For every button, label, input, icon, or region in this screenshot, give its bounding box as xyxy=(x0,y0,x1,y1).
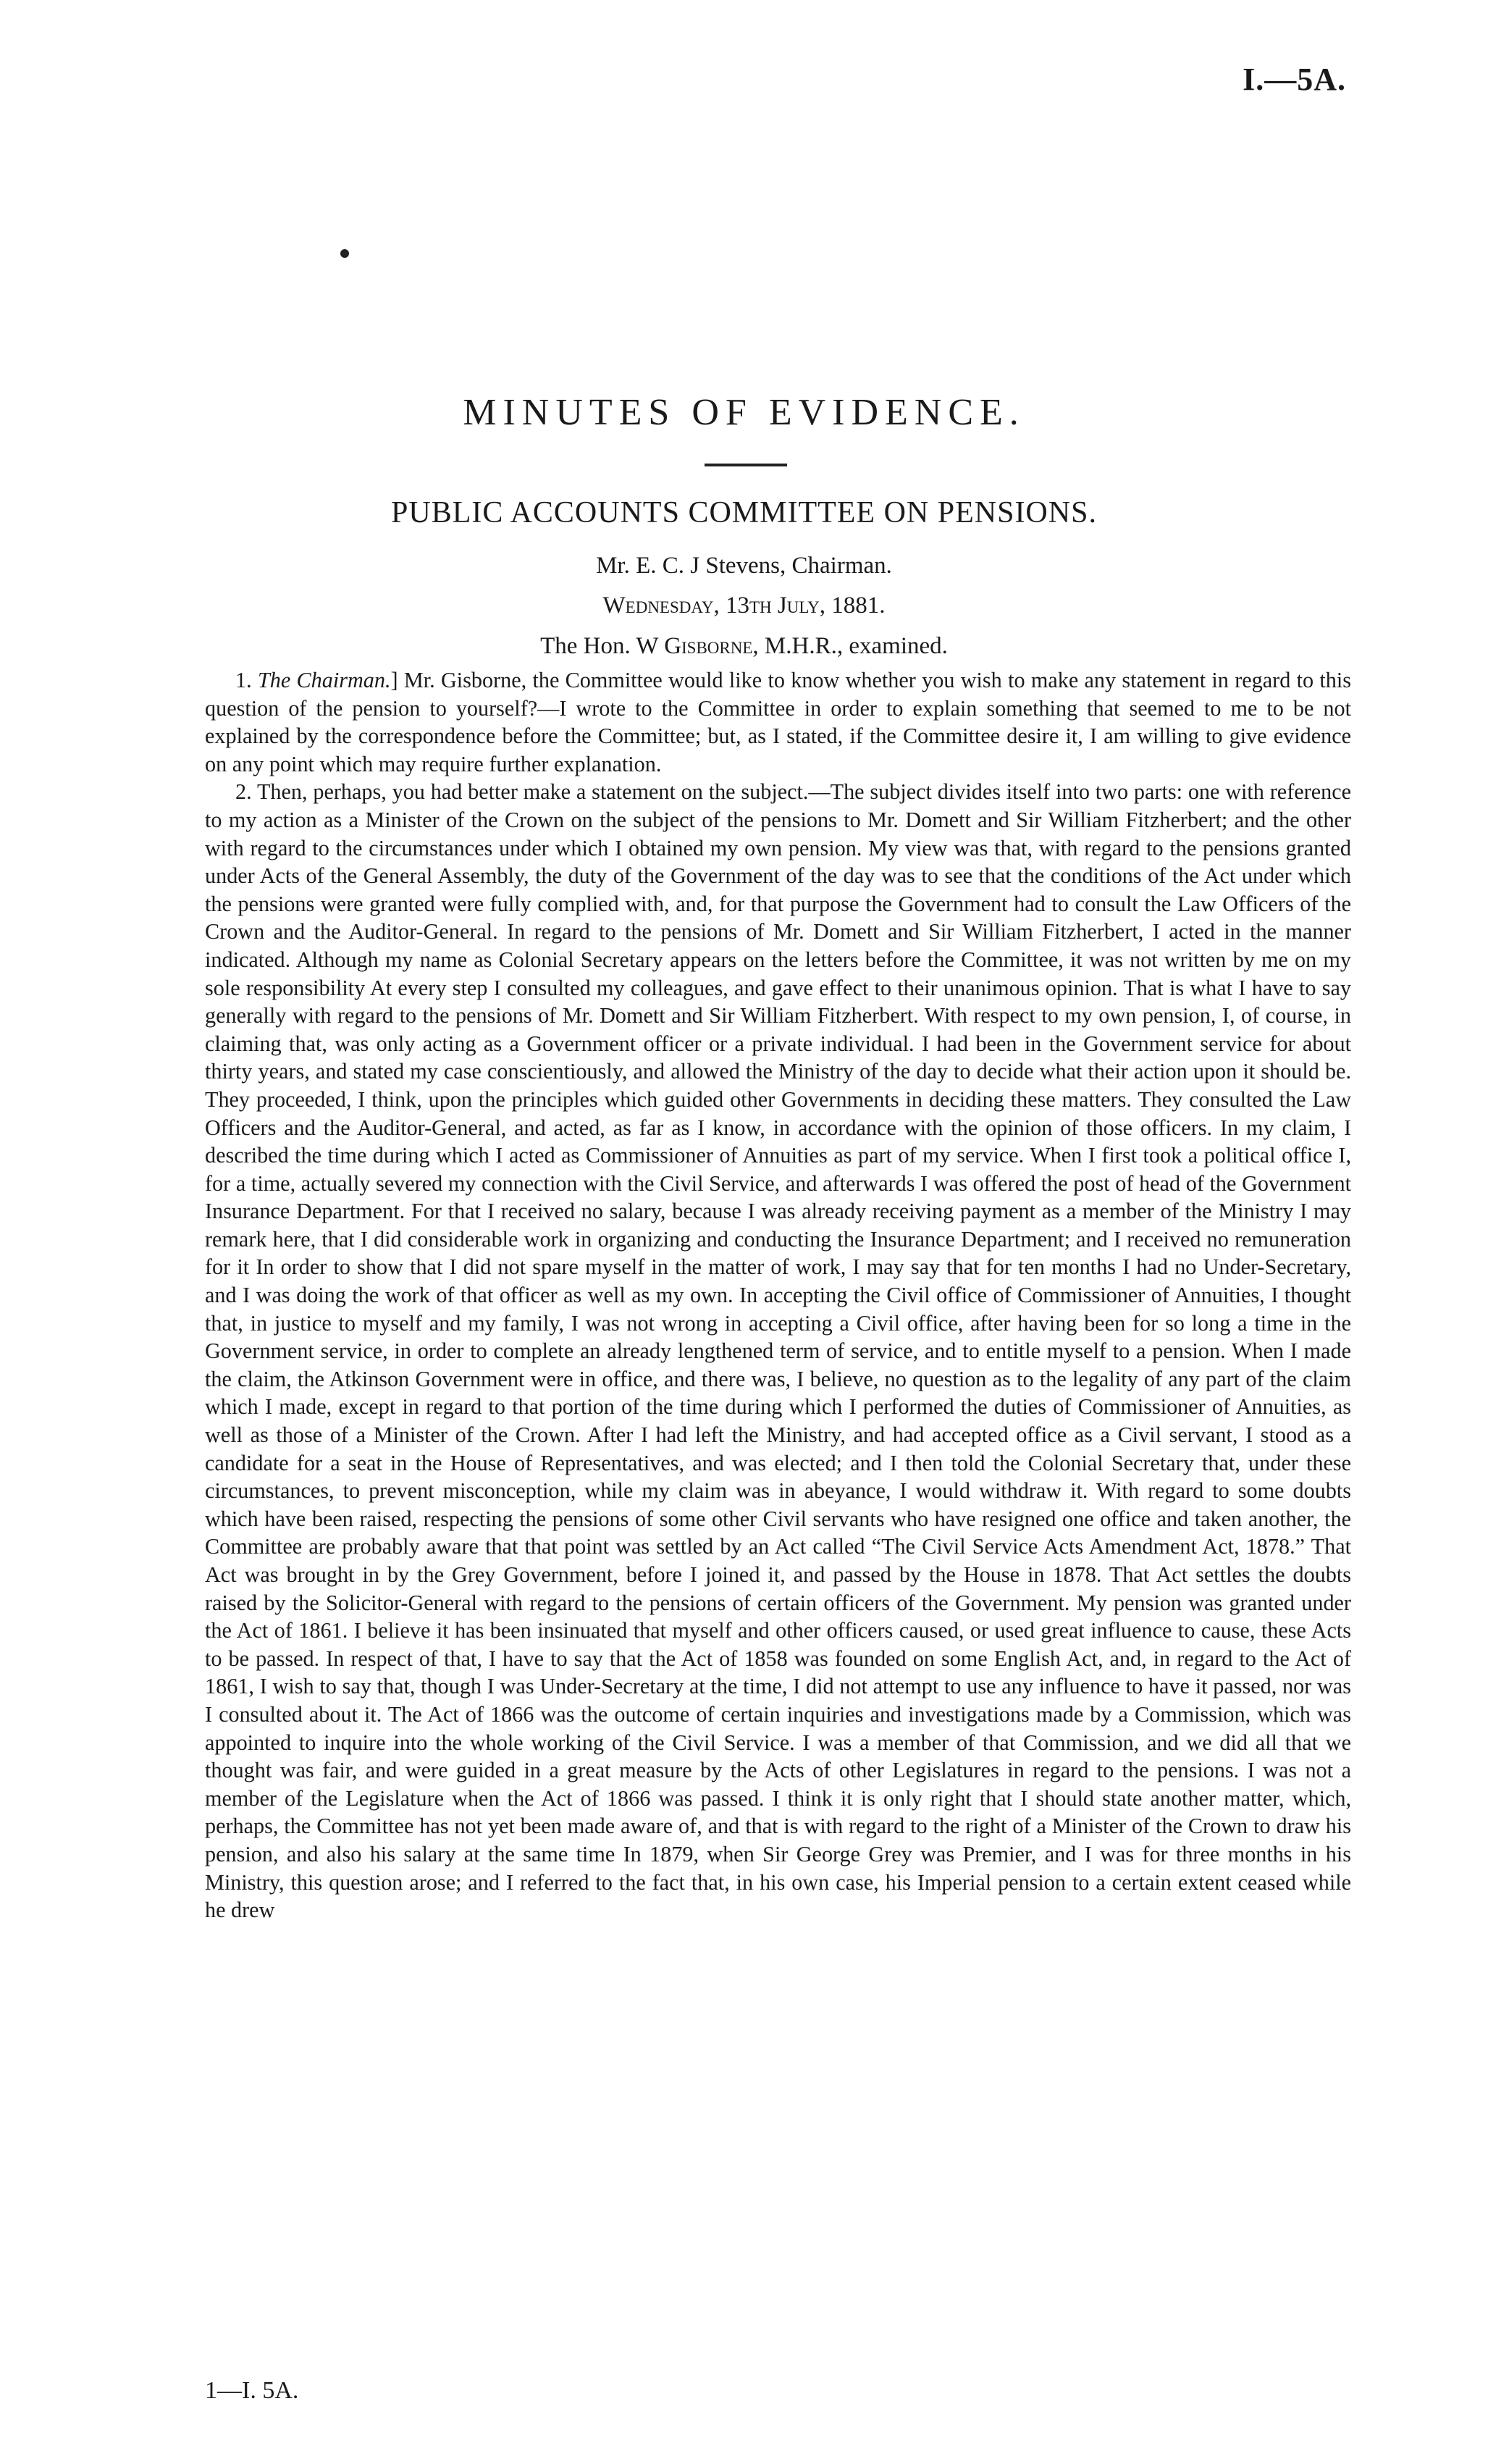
witness-suffix: , M.H.R., examined. xyxy=(752,633,948,659)
witness-name: Gisborne xyxy=(664,633,753,659)
title-divider xyxy=(705,464,787,466)
question-number: 1. xyxy=(235,668,252,692)
question-number: 2. xyxy=(235,779,252,805)
question-paragraph xyxy=(205,778,1351,1924)
print-mark xyxy=(340,249,349,258)
speaker-name: The Chairman. xyxy=(257,668,391,692)
chairman-line: Mr. E. C. J Stevens, Chairman. xyxy=(596,553,892,579)
page-footer: 1—I. 5A. xyxy=(205,2377,299,2404)
question-text: Then, perhaps, you had better make a statement on the subject.—The subject divides itself into two parts: one with reference to my action as a Minister of the Crown on the subject of the pensions to Mr. Domett and Sir William Fitzherbert; and the other with regard to the circumstances under which I obtained my own pension. My view was that, with regard to the pensions granted under Acts of the General Assembly, the duty of the Government of the day was to see that the conditions of the Act under which the pensions were granted were fully complied with, and, for that purpose the Government had to consult the Law Officers of the Crown and the Auditor-General. In regard to the pensions of Mr. Domett and Sir William Fitzherbert, I acted in the manner indicated. Although my name as Colonial Secretary appears on the letters before the Committee, it was not written by me on my sole responsibility At every step I consulted my colleagues, and gave effect to their unanimous opinion. That is what I have to say generally with regard to the pensions of Mr. Domett and Sir William Fitzherbert. With respect to my own pension, I, of course, in claiming that, was only acting as a Government officer or a private individual. I had been in the Government service for about thirty years, and stated my case conscientiously, and allowed the Ministry of the day to decide what their action upon it should be. They proceeded, I think, upon the principles which guided other Governments in deciding these matters. They consulted the Law Officers and the Auditor-General, and acted, as far as I know, in accordance with the opinion of those officers. In my claim, I described the time during which I acted as Commissioner of Annuities as part of my service. When I first took a political office I, for a time, actually severed my connection with the Civil Service, and afterwards I was offered the post of head of the Government Insurance Department. For that I received no salary, because I was already receiving payment as a member of the Ministry I may remark here, that I did considerable work in organizing and conducting the Insurance Department; and I received no remuneration for it In order to show that I did not spare myself in the matter of work, I may say that for ten months I had no Under-Secretary, and I was doing the work of that officer as well as my own. In accepting the Civil office of Commissioner of Annuities, I thought that, in justice to myself and my family, I was not wrong in accepting a Civil office, after having been for so long a time in the Government service, in order to complete an already lengthened term of service, and to entitle myself to a pension. When I made the claim, the Atkinson Government were in office, and there was, I believe, no question as to the legality of any part of the claim which I made, except in regard to that portion of the time during which I performed the duties of Commissioner of Annuities, as well as those of a Minister of the Crown. After I had left the Ministry, and had accepted office as a Civil servant, I stood as a candidate for a seat in the House of Representatives, and was elected; and I then told the Colonial Secretary that, under these circumstances, to prevent misconception, while my claim was in abeyance, I would withdraw it. With regard to some doubts which have been raised, respecting the pensions of some other Civil servants who have resigned one office and taken another, the Committee are probably aware that that point was settled by an Act called “The Civil Service Acts Amendment Act, 1878.” That Act was brought in by the Grey Government, before I joined it, and passed by the House in 1878. That Act settles the doubts raised by the Solicitor-General with regard to the pensions of certain officers of the Government. My pension was granted under the Act of 1861. I believe it has been insinuated that myself and other officers caused, or used great influence to cause, these Acts to be passed. In respect of that, I have to say that the Act of 1858 was founded on some English Act, and, in regard to the Act of 1861, I wish to say that, though I was Under-Secretary at the time, I did not attempt to use any influence to have it passed, nor was I consulted about it. The Act of 1866 was the outcome of certain inquiries and investigations made by a Commission, which was appointed to inquire into the whole working of the Civil Service. I was a member of that Commission, and we did all that we thought was fair, and were guided in a great measure by the Acts of other Legislatures in regard to the pensions. I was not a member of the Legislature when the Act of 1866 was passed. I think it is only right that I should state another matter, which, perhaps, the Committee has not yet been made aware of, and that is with regard to the right of a Minister of the Crown to draw his pension, and also his salary at the same time In 1879, when Sir George Grey was Premier, and I was for three months in his Ministry, this question arose; and I referred to the fact that, in his own case, his Imperial pension to a certain extent ceased while he drew xyxy=(205,779,1351,1923)
witness-line xyxy=(0,633,1488,660)
evidence-body xyxy=(205,666,1351,1924)
witness-prefix: The Hon. W xyxy=(540,633,665,659)
question-paragraph xyxy=(205,666,1351,778)
page-reference: I.—5A. xyxy=(1243,62,1346,97)
session-date: Wednesday, 13th July, 1881. xyxy=(602,592,886,619)
committee-title: PUBLIC ACCOUNTS COMMITTEE ON PENSIONS. xyxy=(391,496,1097,529)
question-text: ] Mr. Gisborne, the Committee would like to know whether you wish to make any statement in regard to this question of the pension to yourself?—I wrote to the Committee in order to explain something that seemed to me to be not explained by the correspondence before the Committee; but, as I stated, if the Committee desire it, I am willing to give evidence on any point which may require further explanation. xyxy=(205,668,1351,776)
document-title: MINUTES OF EVIDENCE. xyxy=(463,392,1025,433)
